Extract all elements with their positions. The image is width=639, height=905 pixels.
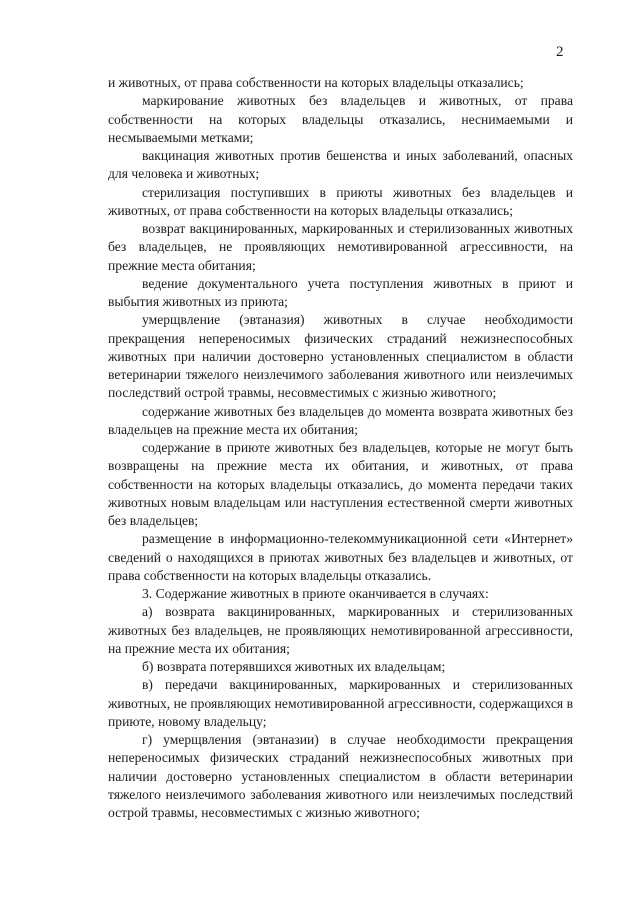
paragraph-item-a: а) возврата вакцинированных, маркированных и стерилизованных животных без владельцев, не проявляющих немотивированной агрессивности, на прежние места их обитания; (108, 604, 573, 656)
page-number: 2 (556, 44, 564, 60)
paragraph-sterilization: стерилизация поступивших в приюты животных без владельцев и животных, от права собственности на которых владельцы отказались; (108, 184, 573, 218)
paragraph-record-keeping: ведение документального учета поступления животных в приют и выбытия животных из приюта; (108, 275, 573, 309)
paragraph-keeping-in-shelter: содержание в приюте животных без владельцев, которые не могут быть возвращены на прежние места их обитания, и животных, от права собственности на которых владельцы отказались, до момента передачи таких животных новым владельцам или наступления естественной смерти животных без владельцев; (108, 440, 573, 528)
paragraph-item-g: г) умерщвления (эвтаназии) в случае необходимости прекращения непереносимых физических страданий нежизнеспособных животных при наличии достоверно установленных специалистом в области ветеринарии тяжелого неизлечимого заболевания животного или неизлечимых последствий острой травмы, несовместимых с жизнью животного; (108, 732, 573, 820)
paragraph-marking: маркирование животных без владельцев и животных, от права собственности на которых владельцы отказались, неснимаемыми и несмываемыми метками; (108, 93, 573, 145)
paragraph-vaccination: вакцинация животных против бешенства и иных заболеваний, опасных для человека и животных; (108, 148, 573, 182)
paragraph-internet-publication: размещение в информационно-телекоммуникационной сети «Интернет» сведений о находящихся в приютах животных без владельцев и животных, от права собственности на которых владельцы отказались. (108, 531, 573, 583)
document-body (108, 74, 573, 822)
paragraph-euthanasia: умерщвление (эвтаназия) животных в случае необходимости прекращения непереносимых физических страданий нежизнеспособных животных при наличии достоверно установленных специалистом в области ветеринарии тяжелого неизлечимого заболевания животного или неизлечимых последствий острой травмы, несовместимых с жизнью животного; (108, 312, 573, 401)
paragraph-section-3: 3. Содержание животных в приюте оканчивается в случаях: (142, 586, 489, 601)
paragraph-continuation: и животных, от права собственности на которых владельцы отказались; (108, 75, 524, 90)
paragraph-return: возврат вакцинированных, маркированных и стерилизованных животных без владельцев, не проявляющих немотивированной агрессивности, на прежние места обитания; (108, 221, 573, 273)
paragraph-keeping-until-return: содержание животных без владельцев до момента возврата животных без владельцев на прежние места их обитания; (108, 403, 573, 437)
paragraph-item-v: в) передачи вакцинированных, маркированных и стерилизованных животных, не проявляющих немотивированной агрессивности, содержащихся в приюте, новому владельцу; (108, 677, 573, 729)
paragraph-item-b: б) возврата потерявшихся животных их владельцам; (142, 659, 446, 674)
